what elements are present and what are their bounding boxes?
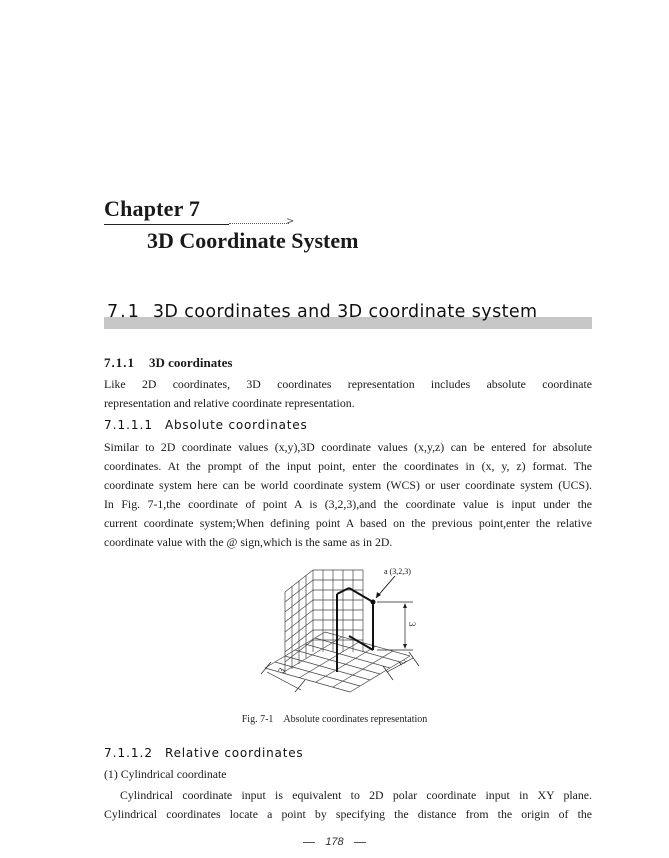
subsection-number: 7.1.1 [104, 355, 135, 370]
section-heading [107, 302, 537, 322]
page-number: 178 [325, 836, 344, 848]
relative-paragraph [104, 786, 592, 824]
x-dimension-label: 3 [276, 666, 287, 675]
point-label: a (3,2,3) [384, 567, 411, 576]
dimension-arrow-icon [403, 603, 407, 608]
paragraph-line: coordinate system here can be world coordinate system (WCS) or user coordinate system (UCS). [104, 478, 592, 492]
absolute-heading [104, 418, 308, 432]
chapter-dotted-leader [229, 223, 289, 224]
paragraph-line: coordinates. At the prompt of the input point, enter the coordinates in (x, y, z) format. The [104, 459, 592, 473]
absolute-number: 7.1.1.1 [104, 418, 153, 432]
chapter-rule [104, 224, 229, 225]
paragraph-line: Like 2D coordinates, 3D coordinates representation includes absolute coordinate [104, 377, 592, 391]
figure-caption [0, 714, 669, 725]
footer-dash [354, 842, 366, 843]
z-dimension-label: 3 [407, 622, 417, 627]
intro-paragraph [104, 375, 592, 413]
paragraph-line: Cylindrical coordinate input is equivalent to 2D polar coordinate input in XY plane. [120, 788, 592, 802]
subsection-heading [104, 355, 232, 371]
section-number: 7.1 [107, 302, 141, 322]
subsection-title: 3D coordinates [149, 355, 233, 370]
coordinate-figure [255, 562, 435, 712]
relative-title: Relative coordinates [164, 746, 304, 760]
paragraph-line: In Fig. 7-1,the coordinate of point A is (3,2,3),and the coordinate value is input under the [104, 497, 592, 511]
footer-dash [303, 842, 315, 843]
relative-heading [104, 746, 303, 760]
cylindrical-item: (1) Cylindrical coordinate [104, 767, 227, 781]
page-footer [0, 836, 669, 848]
y-dimension-label: 2 [397, 658, 409, 667]
arrow-right-icon: > [286, 216, 295, 227]
point-a-marker [371, 600, 376, 605]
figure-number: Fig. 7-1 [241, 714, 274, 725]
relative-number: 7.1.1.2 [104, 746, 153, 760]
paragraph-line: coordinate value with the @ sign,which is the same as in 2D. [104, 535, 393, 549]
absolute-paragraph [104, 438, 592, 552]
figure-caption-text: Absolute coordinates representation [283, 714, 428, 725]
absolute-title: Absolute coordinates [164, 418, 308, 432]
x-dimension [261, 662, 305, 692]
section-title: 3D coordinates and 3D coordinate system [152, 302, 538, 322]
paragraph-line: Similar to 2D coordinate values (x,y),3D coordinate values (x,y,z) can be entered for absolute [104, 440, 592, 454]
chapter-title: 3D Coordinate System [147, 228, 359, 253]
dimension-arrow-icon [403, 644, 407, 649]
paragraph-line: Cylindrical coordinates locate a point by specifying the distance from the origin of the [104, 807, 592, 821]
paragraph-line: representation and relative coordinate representation. [104, 396, 355, 410]
chapter-label: Chapter 7 [104, 196, 201, 221]
paragraph-line: current coordinate system;When defining point A based on the previous point,enter the relative [104, 516, 592, 530]
